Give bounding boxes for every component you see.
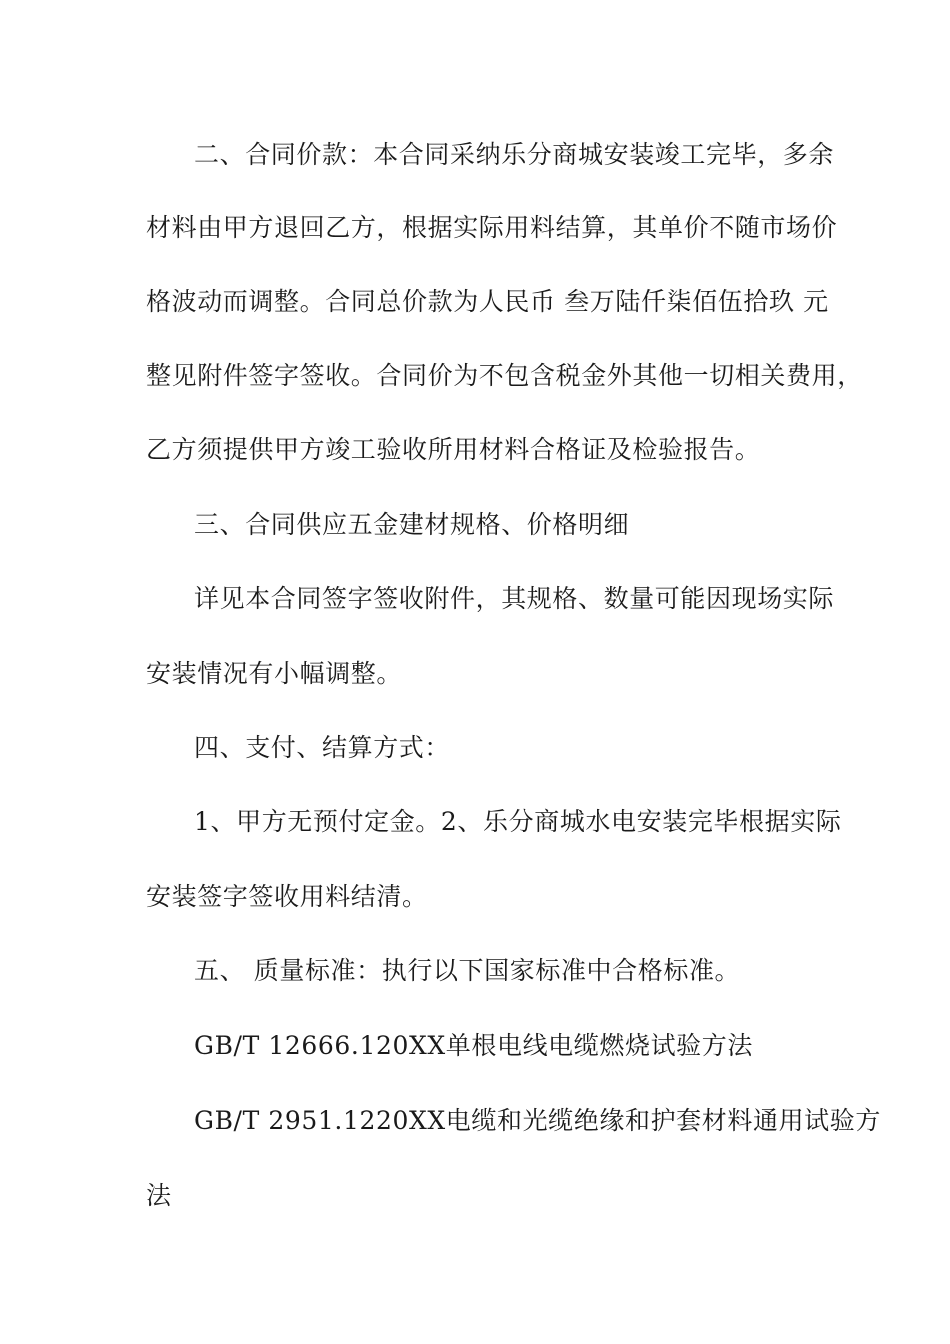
clause-3-heading: 三、合同供应五金建材规格、价格明细 [194, 510, 630, 539]
clause-3-line-2: 安装情况有小幅调整。 [146, 659, 403, 688]
clause-2-line-3: 格波动而调整。合同总价款为人民币 叁万陆仟柒佰伍拾玖 元 [146, 287, 829, 316]
clause-4-heading: 四、支付、结算方式： [194, 733, 451, 762]
clause-2-line-1: 二、合同价款：本合同采纳乐分商城安装竣工完毕，多余 [194, 140, 835, 169]
clause-4-line-1: 1、甲方无预付定金。2、乐分商城水电安装完毕根据实际 [194, 807, 842, 836]
clause-2-line-2: 材料由甲方退回乙方，根据实际用料结算，其单价不随市场价 [146, 213, 838, 242]
clause-5-heading: 五、 质量标准：执行以下国家标准中合格标准。 [194, 956, 741, 985]
standard-2-line-2: 法 [146, 1181, 172, 1210]
clause-2-line-4: 整见附件签字签收。合同价为不包含税金外其他一切相关费用， [146, 361, 863, 390]
clause-3-line-1: 详见本合同签字签收附件，其规格、数量可能因现场实际 [194, 584, 835, 613]
clause-4-line-2: 安装签字签收用料结清。 [146, 882, 428, 911]
clause-2-line-5: 乙方须提供甲方竣工验收所用材料合格证及检验报告。 [146, 435, 761, 464]
standard-1: GB/T 12666.120XX单根电线电缆燃烧试验方法 [194, 1031, 753, 1060]
standard-2-line-1: GB/T 2951.1220XX电缆和光缆绝缘和护套材料通用试验方 [194, 1106, 881, 1135]
